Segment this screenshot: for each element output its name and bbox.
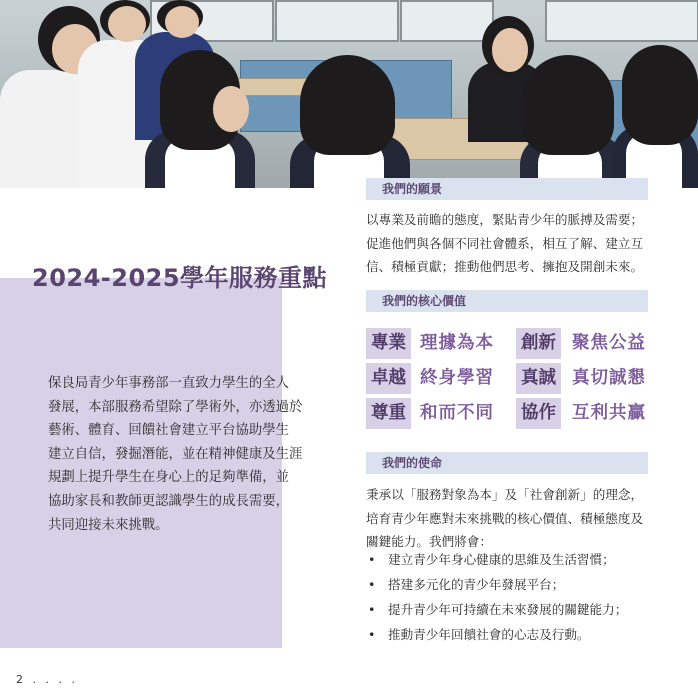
intro-line: 協助家長和教師更認識學生的成長需要，	[48, 493, 290, 509]
bullet-text: 推動青少年回饋社會的心志及行動。	[388, 627, 590, 642]
vision-header: 我們的願景	[366, 178, 648, 200]
value-key: 真誠	[516, 363, 561, 394]
student-figure	[280, 55, 420, 188]
bullet-text: 建立青少年身心健康的思維及生活習慣；	[388, 552, 615, 567]
mission-header: 我們的使命	[366, 452, 648, 474]
intro-line: 保良局青少年事務部一直致力學生的全人	[48, 376, 290, 391]
page-number: 2 . . . .	[16, 673, 78, 686]
intro-line: 規劃上提升學生在身心上的足夠準備，並	[48, 470, 290, 486]
bullet-icon: •	[368, 627, 376, 642]
list-item	[366, 547, 666, 572]
page-title: 2024-2025學年服務重點	[32, 264, 328, 292]
value-text: 真切誠懇	[572, 368, 646, 388]
student-figure	[135, 50, 265, 188]
list-item	[366, 597, 666, 622]
vision-line: 以專業及前瞻的態度，緊貼青少年的脈搏及需要；	[366, 212, 644, 227]
value-key: 創新	[516, 328, 561, 359]
mission-line: 培育青少年應對未來挑戰的核心價值、積極態度及	[366, 510, 644, 526]
value-key: 協作	[516, 398, 561, 429]
value-text: 理據為本	[420, 333, 494, 353]
mission-line: 秉承以「服務對象為本」及「社會創新」的理念，	[366, 487, 644, 502]
value-text: 終身學習	[420, 368, 494, 388]
value-text: 聚焦公益	[572, 333, 646, 353]
intro-line: 共同迎接未來挑戰。	[48, 517, 169, 533]
intro-line: 建立自信，發掘潛能，並在精神健康及生涯	[48, 446, 303, 462]
list-item	[366, 572, 666, 597]
vision-line: 促進他們與各個不同社會體系，相互了解、建立互	[366, 235, 644, 251]
window	[545, 0, 698, 42]
intro-line: 藝術、體育、回饋社會建立平台協助學生	[48, 423, 290, 439]
values-header: 我們的核心價值	[366, 290, 648, 312]
value-text: 互利共贏	[572, 403, 646, 423]
list-item	[366, 622, 666, 647]
core-values-grid	[366, 328, 656, 428]
student-figure	[612, 45, 698, 188]
header-photo	[0, 0, 698, 188]
value-key: 尊重	[366, 398, 411, 429]
bullet-text: 提升青少年可持續在未來發展的關鍵能力；	[388, 602, 628, 617]
value-text: 和而不同	[420, 403, 494, 423]
bullet-text: 搭建多元化的青少年發展平台；	[388, 577, 565, 592]
intro-paragraph	[48, 372, 318, 537]
mission-line: 關鍵能力。我們將會：	[366, 534, 492, 549]
mission-paragraph	[366, 483, 656, 554]
mission-bullet-list	[366, 547, 666, 647]
value-key: 卓越	[366, 363, 411, 394]
vision-paragraph	[366, 208, 656, 279]
bullet-icon: •	[368, 602, 376, 617]
intro-line: 發展，本部服務希望除了學術外，亦透過於	[48, 399, 303, 415]
value-key: 專業	[366, 328, 411, 359]
bullet-icon: •	[368, 552, 376, 567]
vision-line: 信、積極貢獻；推動他們思考、擁抱及開創未來。	[366, 259, 644, 274]
window	[275, 0, 399, 42]
bullet-icon: •	[368, 577, 376, 592]
